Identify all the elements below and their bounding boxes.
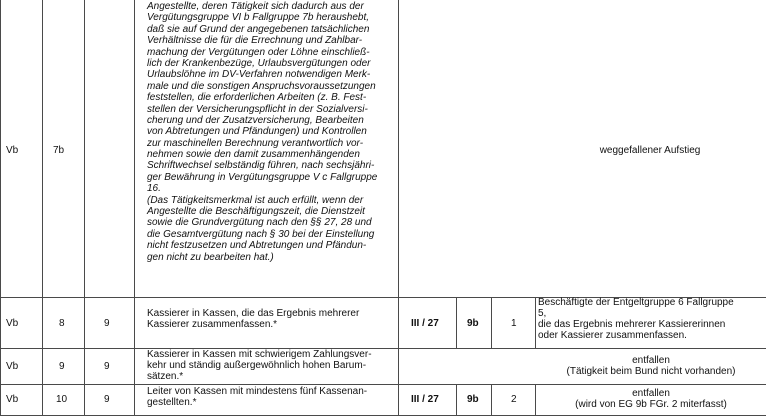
grid-line	[398, 0, 399, 416]
vgr-cell: Vb	[6, 361, 19, 372]
description-cell: Kassierer in Kassen mit schwierigem Zahlungsver- kehr und ständig außergewöhnlich hohen Barum- sätzen.*	[147, 349, 372, 382]
grid-line	[491, 297, 492, 348]
grid-line	[42, 0, 43, 416]
fallgruppe-cell: 8	[59, 318, 65, 329]
teil-cell: III / 27	[411, 394, 439, 405]
vgr-cell: Vb	[6, 394, 19, 405]
grid-line	[535, 384, 536, 416]
vgr-cell: Vb	[6, 318, 19, 329]
fallgruppe-cell: 7b	[53, 145, 65, 156]
fallgruppe-cell: 9	[59, 361, 65, 372]
grid-line	[84, 0, 85, 416]
fgr-cell: 2	[511, 394, 517, 405]
note-cell: entfallen (Tätigkeit beim Bund nicht vorhanden)	[566, 355, 736, 377]
description-cell: Angestellte, deren Tätigkeit sich dadurch aus der Vergütungsgruppe VI b Fallgruppe 7b heraushebt, daß sie auf Grund der angegebenen tatsächlichen Verhältnisse die für die Errechnung und Zahlbar- machung der Vergütungen oder Löhne einschließ- lich der Krankenbezüge, Urlaubsvergütungen oder Urlaubslöhne im DV-Verfahren notwendigen Merk- male und die sonstigen Anspruchsvoraussetzungen feststellen, die erforderlichen Arbeiten (z. B. Fest- stellen der Versicherungspflicht in der Sozialversi- cherung und der Zusatzversicherung, Bearbeiten von Abtretungen und Pfändungen) und Kontrollen zur maschinellen Berechnung verantwortlich vor- nehmen sowie den damit zusammenhängenden Schriftwechsel selbständig führen, nach sechsjähri- ger Bewährung in Vergütungsgruppe V c Fallgruppe 16. (Das Tätigkeitsmerkmal ist auch erfüllt, wenn der Angestellte die Beschäftigungszeit, die Dienstzeit sowie die Grundvergütung nach den §§ 27, 28 und die Gesamtvergütung nach § 30 bei der Einstellung nicht festzusetzen und Abtretungen und Pfändun- gen nicht zu bearbeiten hat.)	[147, 1, 378, 263]
ebene-cell: 9	[104, 361, 110, 372]
grid-line	[0, 0, 1, 416]
fallgruppe-cell: 10	[56, 394, 68, 405]
description-cell: Kassierer in Kassen, die das Ergebnis mehrerer Kassierer zusammenfassen.*	[147, 308, 360, 330]
note-cell: weggefallener Aufstieg	[599, 145, 701, 156]
teil-cell: III / 27	[411, 318, 439, 329]
grid-line	[0, 384, 766, 385]
description-cell: Leiter von Kassen mit mindestens fünf Kassenan- gestellten.*	[147, 386, 368, 408]
grid-line	[535, 297, 536, 348]
grid-line	[491, 384, 492, 416]
grid-line	[0, 348, 766, 349]
note-cell: entfallen (wird von EG 9b FGr. 2 miterfasst)	[575, 388, 727, 410]
eg-cell: 9b	[467, 394, 479, 405]
ebene-cell: 9	[104, 394, 110, 405]
grid-line	[456, 384, 457, 416]
grid-line	[134, 0, 135, 416]
grid-line	[456, 297, 457, 348]
fgr-cell: 1	[511, 318, 517, 329]
eg-cell: 9b	[467, 318, 479, 329]
vgr-cell: Vb	[6, 145, 19, 156]
ebene-cell: 9	[104, 318, 110, 329]
note-cell: Beschäftigte der Entgeltgruppe 6 Fallgruppe 5, die das Ergebnis mehrerer Kassiererinnen oder Kassierer zusammenfassen.	[538, 297, 734, 341]
